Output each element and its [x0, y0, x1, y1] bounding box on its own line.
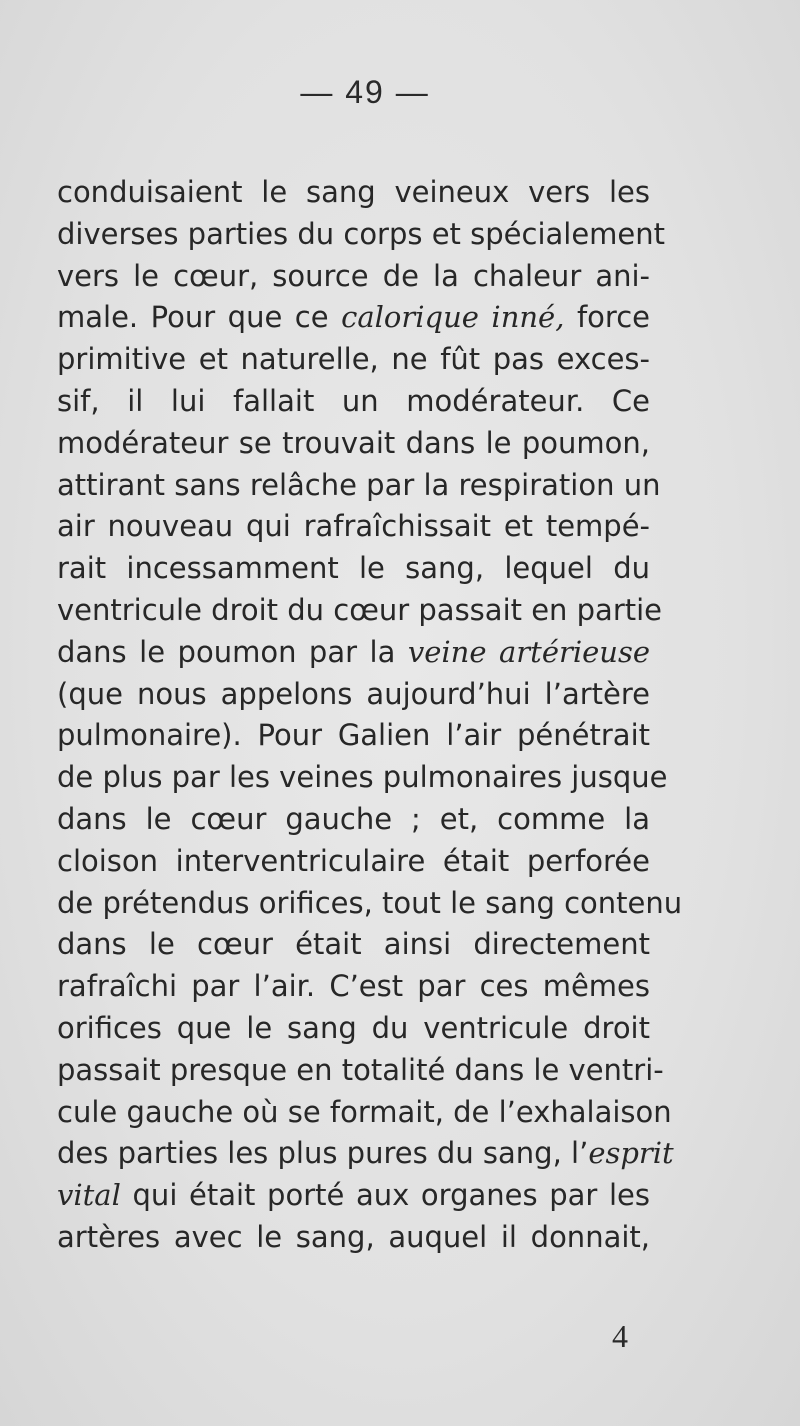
text-segment: attirant sans relâche par la respiration un	[57, 467, 661, 502]
italic-text-segment: veine artérieuse	[407, 634, 650, 669]
text-segment: dans le cœur était ainsi directement	[57, 927, 650, 962]
text-segment: rafraîchi par l’air. C’est par ces mêmes	[57, 969, 650, 1004]
text-line	[57, 632, 650, 674]
text-line	[57, 297, 650, 339]
text-line	[57, 214, 666, 256]
text-line	[57, 674, 650, 716]
text-line	[57, 799, 650, 841]
text-line	[57, 757, 668, 799]
text-segment: orifices que le sang du ventricule droit	[57, 1010, 650, 1045]
text-segment: dans le poumon par la	[57, 634, 408, 669]
page-number-header: — 49 —	[300, 74, 430, 110]
text-segment: de plus par les veines pulmonaires jusque	[57, 760, 668, 795]
text-segment: (que nous appelons aujourd’hui l’artère	[57, 676, 650, 711]
text-segment: dans le cœur gauche ; et, comme la	[57, 801, 650, 836]
text-line	[57, 381, 650, 423]
text-line	[57, 1050, 664, 1092]
text-line	[57, 590, 663, 632]
text-line	[57, 1092, 672, 1134]
text-segment: cloison interventriculaire était perforée	[57, 843, 650, 878]
text-segment: sif, il lui fallait un modérateur. Ce	[57, 383, 650, 418]
text-segment: artères avec le sang, auquel il donnait,	[57, 1219, 650, 1254]
text-line	[57, 1217, 650, 1259]
text-line	[57, 715, 650, 757]
italic-text-segment: esprit	[588, 1136, 674, 1171]
text-segment: modérateur se trouvait dans le poumon,	[57, 425, 650, 460]
text-line	[57, 883, 683, 925]
text-line	[57, 172, 650, 214]
body-text	[57, 172, 683, 1259]
text-line	[57, 339, 650, 381]
text-segment: air nouveau qui rafraîchissait et tempé-	[57, 509, 650, 544]
text-segment: passait presque en totalité dans le ventri-	[57, 1052, 664, 1087]
text-segment: conduisaient le sang veineux vers les	[57, 175, 650, 209]
text-segment: des parties les plus pures du sang, l’	[57, 1136, 589, 1171]
text-segment: de prétendus orifices, tout le sang contenu	[57, 885, 683, 920]
text-line	[57, 465, 661, 507]
text-segment: vers le cœur, source de la chaleur ani-	[57, 258, 650, 293]
text-segment: male. Pour que ce	[57, 300, 342, 335]
text-segment: qui était porté aux organes par les	[120, 1178, 650, 1213]
text-segment: pulmonaire). Pour Galien l’air pénétrait	[57, 718, 650, 753]
text-line	[57, 548, 650, 590]
text-line	[57, 506, 650, 548]
text-line	[57, 966, 650, 1008]
signature-mark: 4	[612, 1318, 628, 1354]
text-segment: diverses parties du corps et spécialement	[57, 216, 666, 251]
italic-text-segment: vital	[57, 1178, 121, 1213]
text-line	[57, 1133, 674, 1175]
text-line	[57, 1008, 650, 1050]
italic-text-segment: calorique inné,	[341, 300, 565, 335]
text-segment: rait incessamment le sang, lequel du	[57, 551, 650, 586]
text-segment: ventricule droit du cœur passait en partie	[57, 592, 663, 627]
text-line	[57, 841, 650, 883]
text-line	[57, 1175, 650, 1217]
text-line	[57, 924, 650, 966]
text-segment: force	[564, 300, 650, 335]
text-line	[57, 423, 650, 465]
text-segment: cule gauche où se formait, de l’exhalaison	[57, 1094, 672, 1129]
text-line	[57, 256, 650, 298]
text-segment: primitive et naturelle, ne fût pas exces-	[57, 342, 650, 377]
